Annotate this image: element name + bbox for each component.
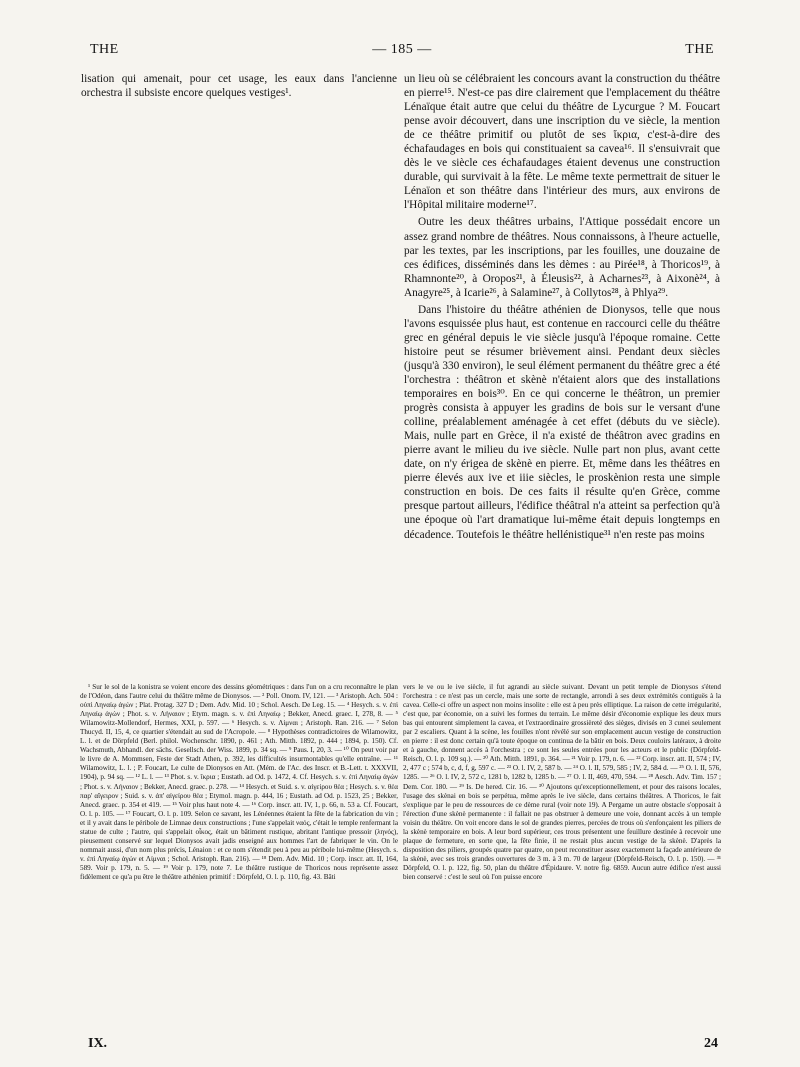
footnotes-right <box>403 683 721 882</box>
sheet-number: 24 <box>704 1036 718 1051</box>
volume-signature: IX. <box>88 1036 108 1051</box>
footnote-block: ¹ Sur le sol de la konistra se voient encore des dessins géométriques : dans l'un on a cru reconnaître le plan de l'Odéon, dans l'autre celui du théâtre même de Dionysos. — ² Poll. Onom. IV, 121. — ³ Aristoph. Ach. 504 : οὑπὶ Ληναίῳ ἀγών ; Plat. Protag. 327 D ; Dem. Adv. Mid. 10 ; Schol. Aesch. De Leg. 15. — ⁴ Hesych. s. v. ἐπὶ Ληναίῳ ἀγών ; Phot. s. v. Λήναιον ; Etym. magn. s. v. ἐπὶ Ληναίῳ ; Bekker, Anecd. graec. I, 278, 8. — ⁵ Wilamowitz-Mollendorf, Hermes, XXI, p. 597. — ⁶ Hesych. s. v. Λίμναι ; Aristoph. Ran. 216. — ⁷ Selon Thucyd. II, 15, 4, ce quartier s'étendait au sud de l'Acropole. — ⁸ Hypothèses contradictoires de Wilamowitz, L. l. et de Dörpfeld (Berl. philol. Wochenschr. 1890, p. 461 ; Ath. Mitth. 1892, p. 444 ; 1894, p. 150). Cf. Wachsmuth, Abhandl. der sächs. Gesellsch. der Wiss. 1899, p. 34 sq. — ⁹ Paus. I, 20, 3. — ¹⁰ On peut voir par le livre de A. Mommsen, Feste der Stadt Athen, p. 392, les difficultés insurmontables qu'elle entraîne. — ¹¹ Wilamowitz, L. l. ; P. Foucart, Le culte de Dionysos en Att. (Mém. de l'Ac. des Inscr. et B.-Lett. t. XXXVII, 1904), p. 94 sq. — ¹² L. l. — ¹³ Phot. s. v. ἴκρια ; Eustath. ad Od. p. 1472, 4. Cf. Hesych. s. v. ἐπὶ Ληναίῳ ἀγών ; Phot. s. v. Λήναιον ; Bekker, Anecd. graec. p. 278. — ¹⁴ Hesych. et Suid. s. v. αἰγείρου θέα ; Hesych. s. v. θέα παρ' αἴγειρον ; Suid. s. v. ἀπ' αἰγείρου θέα ; Etymol. magn. p. 444, 16 ; Eustath. ad Od. p. 1523, 25 ; Bekker, Anecd. graec. p. 354 et 419. — ¹⁵ Voir plus haut note 4. — ¹⁶ Corp. inscr. att. IV, 1, p. 66, n. 53 a. Cf. Foucart, O. l. p. 105. — ¹⁷ Foucart, O. l. p. 109. Selon ce savant, les Lénéennes étaient la fête de la fabrication du vin ; et il y avait dans le péribole de Limnae deux constructions ; l'une s'appelait ναός, c'était le temple renfermant la statue de culte ; l'autre, qui s'appelait οἶκος, était un bâtiment rustique, abritant l'antique pressoir (ληνός), pieusement conservé sur lequel Dionysos avait jadis enseigné aux hommes l'art de fabriquer le vin. On le nommait aussi, d'un nom plus précis, Lénaion : et ce nom s'étendit peu à peu au péribole lui-même (Hesych. s. v. ἐπὶ Ληναίῳ ἀγών et Λίμναι ; Schol. Aristoph. Ran. 216). — ¹⁸ Dem. Adv. Mid. 10 ; Corp. inscr. att. II, 164, 589. Voir p. 179, n. 5. — ¹⁹ Voir p. 179, note 7. Le théâtre rustique de Thoricos nous représente assez fidèlement ce qu'a pu être le théâtre athénien primitif : Dörpfeld, O. l. p. 110, fig. 43. Bâti <box>80 683 398 881</box>
right-paragraph: Outre les deux théâtres urbains, l'Attique possédait encore un assez grand nombre de théâtres. Nous connaissons, à l'heure actuelle, par les textes, par les inscriptions, par les fouilles, une douzaine de ces édifices, disséminés dans les dèmes : au Pirée¹⁸, à Thoricos¹⁹, à Rhamnonte²⁰, à Oropos²¹, à Éleusis²², à Acharnes²³, à Aixonè²⁴, à Anagyre²⁵, à Icarie²⁶, à Salamine²⁷, à Collytos²⁸, à Phlya²⁹. <box>404 216 720 299</box>
header-right-title: THE <box>685 42 714 57</box>
header-left-title: THE <box>90 42 119 57</box>
footnotes-left <box>80 683 398 882</box>
left-column <box>81 72 397 100</box>
footnote-block: vers le ve ou le ive siècle, il fut agrandi au siècle suivant. Devant un petit temple de Dionysos s'étend l'orchestra : ce n'est pas un cercle, mais une sorte de rectangle, arrondi à ses deux extrémités contiguës à la cavea. Celle-ci offre un aspect non moins insolite : elle est à peu près elliptique. La raison de cette irrégularité, c'est que, par économie, on a suivi les formes du terrain. Le même désir d'économie explique les deux murs bas qui entourent simplement la cavea, et l'extraordinaire grossièreté des sièges, divisés en 3 cunei seulement par 2 escaliers. Quant à la scène, les fouilles n'ont révélé sur son emplacement aucun vestige de construction en pierre : il est donc certain qu'à toute époque on continua de la bâtir en bois. Deux couloirs latéraux, à droite et à gauche, donnent accès à l'orchestra ; ce sont les seules entrées pour les acteurs et le public (Dörpfeld-Reisch, O. l. p. 109 sq.). — ²⁰ Ath. Mitth. 1891, p. 364. — ²¹ Voir p. 179, n. 6. — ²² Corp. inscr. att. II, 574 ; IV, 2, 477 c ; 574 b, c, d, f, g, 597 c. — ²³ O. l. IV, 2, 587 b. — ²⁴ O. l. II, 579, 585 ; IV, 2, 584 d. — ²⁵ O. l. II, 576, 1285. — ²⁶ O. l. IV, 2, 572 c, 1281 b, 1282 b, 1285 b. — ²⁷ O. l. II, 469, 470, 594. — ²⁸ Aesch. Adv. Tim. 157 ; Dem. Cor. 180. — ²⁹ Is. De hered. Cir. 16. — ³⁰ Ajoutons qu'exceptionnellement, et pour des raisons locales, l'usage des skènai en bois se perpétua, même après le ive siècle, dans certains théâtres. A Thoricos, le fait s'explique par le peu de ressources de ce dème rural (voir note 19). A Pergame un autre obstacle s'opposait à l'érection d'une skènè permanente : il fallait ne pas obstruer à demeure une voie, donnant accès à un temple voisin du théâtre. On voit encore dans le sol de grandes pierres, percées de trous où s'enfonçaient les piliers de la skènè temporaire en bois. A leur bord supérieur, ces trous présentent une feuillure destinée à recevoir une plaque de fermeture, en sorte que, la fête finie, il ne restait plus aucun vestige de la skènè. D'après la disposition des piliers, groupés quatre par quatre, on peut reconstituer assez exactement la façade antérieure de la skènè, avec ses trois grandes ouvertures de 3 m. à 3 m. 70 de largeur (Dörpfeld-Reisch, O. l. p. 150). — ³¹ Dörpfeld, O. l. p. 122, fig. 50, plan du théâtre d'Épidaure. V. notre fig. 6859. Aucun autre édifice n'est aussi bien conservé : c'est le seul où l'on puisse encore <box>403 683 721 881</box>
right-column <box>404 72 720 542</box>
left-paragraph: lisation qui amenait, pour cet usage, les eaux dans l'ancienne orchestra il subsiste encore quelques vestiges¹. <box>81 73 397 100</box>
right-paragraph: un lieu où se célébraient les concours avant la construction du théâtre en pierre¹⁵. N'est-ce pas dire clairement que l'emplacement du théâtre Lénaïque était autre que celui du théâtre de Lycurgue ? M. Foucart pense avoir découvert, dans une inscription du ve siècle, la mention de ce théâtre primitif ou plutôt de ses ἴκρια, c'est-à-dire des échafaudages en bois qui constituaient sa cavea¹⁶. Il s'ensuivrait que dès le ve siècle ces échafaudages étaient devenus une construction durable, qui survivait à la fête. Le même texte permettrait de situer le Lénaïon et son théâtre dans l'intérieur des murs, aux environs de l'Hôpital militaire moderne¹⁷. <box>404 73 720 212</box>
page-number: — 185 — <box>372 42 432 57</box>
running-header <box>84 42 720 66</box>
page-footer <box>88 1036 718 1056</box>
right-paragraph: Dans l'histoire du théâtre athénien de Dionysos, telle que nous l'avons esquissée plus haut, est contenue en raccourci celle du théâtre grec en général depuis le vie siècle jusqu'à l'époque romaine. Cette histoire peut se résumer brièvement ainsi. Pendant deux siècles (jusqu'à 330 environ), le seul élément permanent du théâtre grec a été l'orchestra : théâtron et skènè n'étaient alors que des installations temporaires en bois³⁰. En ce qui concerne le théâtron, un premier progrès consista à appuyer les gradins de bois sur le versant d'une colline, préalablement aménagée à cet effet (débuts du ve siècle). Mais, nulle part en Grèce, il n'a existé de théâtron avec gradins en pierre avant le milieu du ive siècle. Nulle part non plus, avant cette date, on n'y érigea de skènè en pierre. Et, même dans les théâtres en pierre élevés aux ive et iiie siècles, le proskènion resta une simple construction en bois. De ces faits il résulte qu'en Grèce, comme presque partout ailleurs, l'édifice théâtral n'a atteint sa perfection qu'à une époque où l'art dramatique lui-même était depuis longtemps en décadence. Toutefois le théâtre hellénistique³¹ n'en reste pas moins <box>404 303 720 541</box>
